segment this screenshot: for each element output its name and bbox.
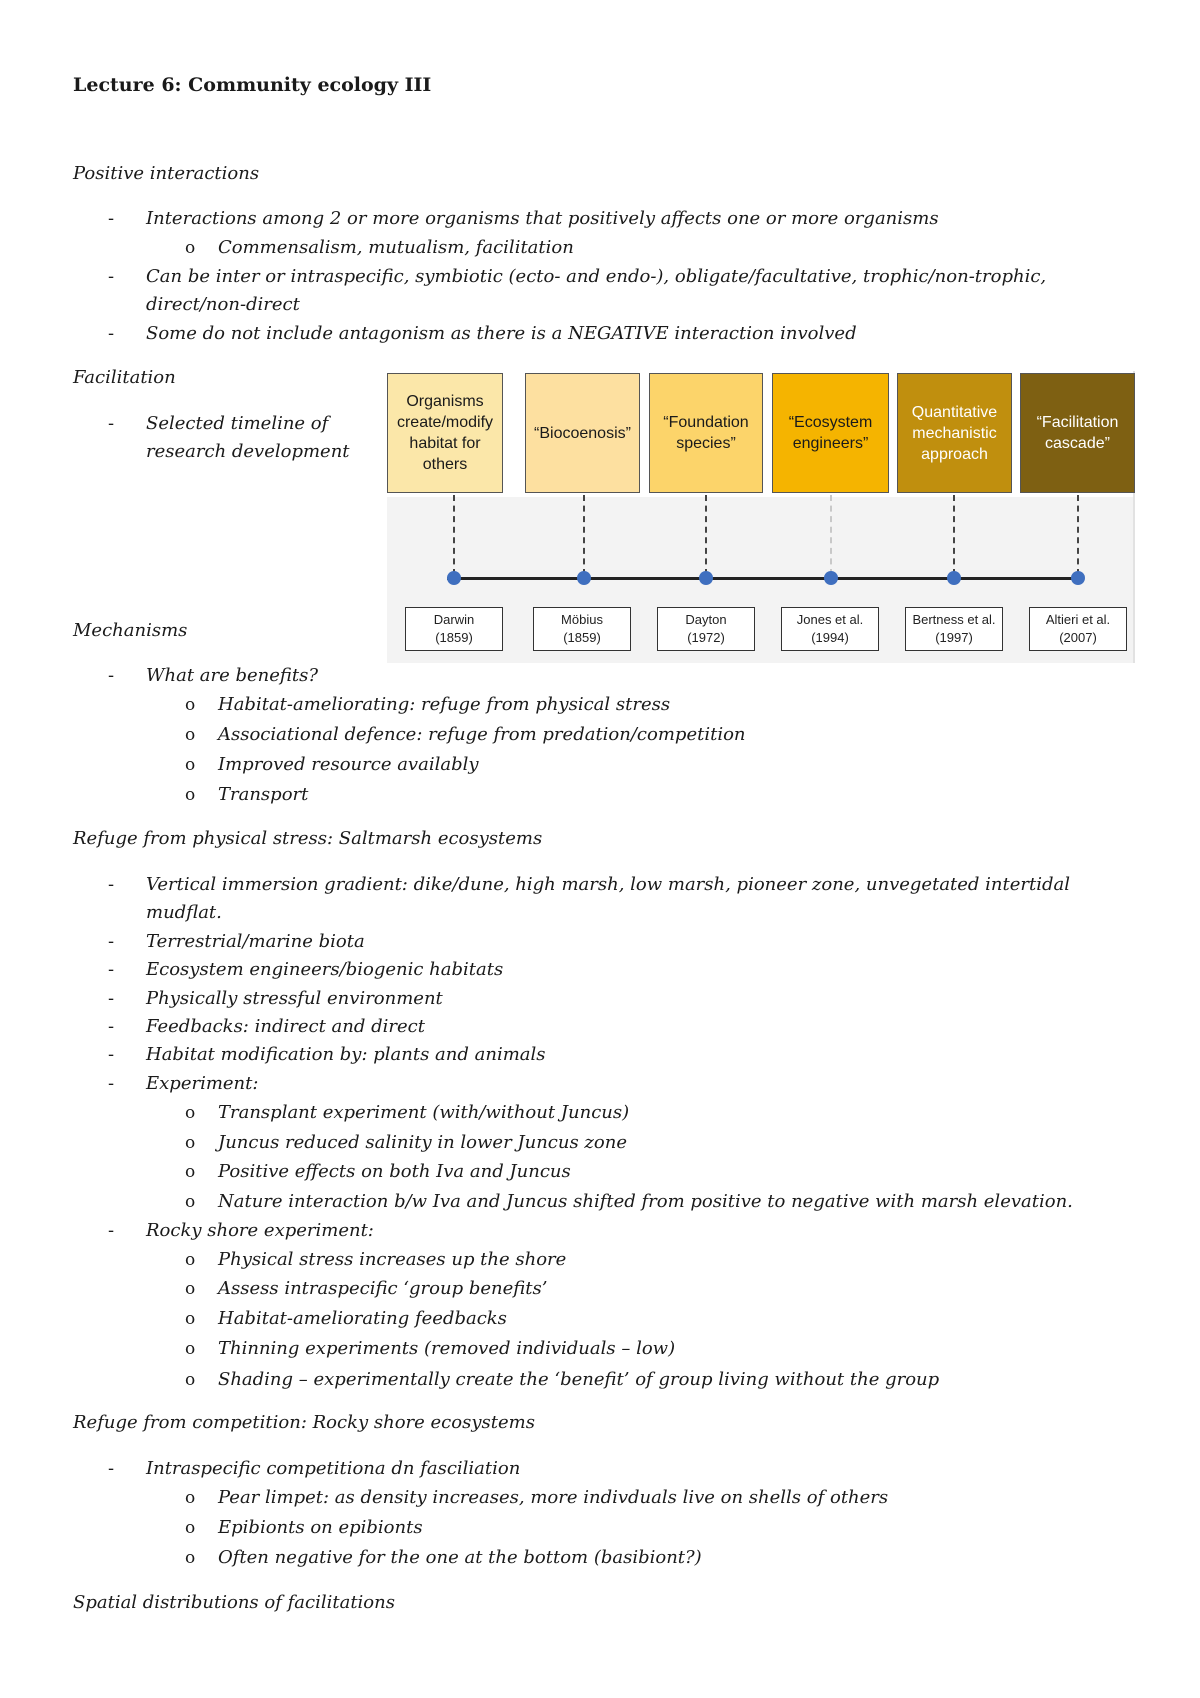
bullet-marker: - <box>108 874 115 895</box>
heading-positive-interactions: Positive interactions <box>73 163 260 184</box>
sub-bullet-marker: o <box>185 238 196 258</box>
sub-bullet-marker: o <box>185 1370 196 1390</box>
timeline-dot <box>577 571 591 585</box>
sub-bullet-marker: o <box>185 1162 196 1182</box>
timeline-connector <box>953 495 955 575</box>
sub-bullet-marker: o <box>185 785 196 805</box>
timeline-connector <box>705 495 707 575</box>
physical-bullet-6: Habitat modification by: plants and animals <box>146 1044 546 1065</box>
timeline-connector <box>830 495 832 575</box>
experiment-sub-2: Juncus reduced salinity in lower Juncus zone <box>218 1132 627 1153</box>
sub-bullet-marker: o <box>185 1488 196 1508</box>
physical-bullet-1-line2: mudflat. <box>146 902 222 923</box>
rocky-sub-4: Thinning experiments (removed individuals – low) <box>218 1338 676 1359</box>
timeline-box-2: “Biocoenosis” <box>525 373 640 493</box>
physical-bullet-1-line1: Vertical immersion gradient: dike/dune, high marsh, low marsh, pioneer zone, unvegetated intertidal <box>146 874 1071 895</box>
sub-bullet-marker: o <box>185 1192 196 1212</box>
research-timeline-figure <box>387 371 1135 663</box>
reference-year: (1972) <box>687 630 725 645</box>
competition-bullet-1: Intraspecific competitiona dn fasciliation <box>146 1458 521 1479</box>
sub-bullet-marker: o <box>185 1250 196 1270</box>
timeline-dot <box>699 571 713 585</box>
physical-bullet-3: Ecosystem engineers/biogenic habitats <box>146 959 504 980</box>
mechanisms-sub-1: Habitat-ameliorating: refuge from physical stress <box>218 694 671 715</box>
rocky-sub-3: Habitat-ameliorating feedbacks <box>218 1308 507 1329</box>
mechanisms-bullet-1: What are benefits? <box>146 665 319 686</box>
reference-author: Bertness et al. <box>912 612 996 627</box>
bullet-marker: - <box>108 1073 115 1094</box>
timeline-reference-3 <box>657 607 755 651</box>
timeline-connector <box>583 495 585 575</box>
sub-bullet-marker: o <box>185 1133 196 1153</box>
mechanisms-sub-3: Improved resource availably <box>218 754 479 775</box>
bullet-marker: - <box>108 959 115 980</box>
timeline-reference-4 <box>781 607 879 651</box>
bullet-marker: - <box>108 266 115 287</box>
bullet-marker: - <box>108 931 115 952</box>
timeline-box-4: “Ecosystem engineers” <box>772 373 889 493</box>
mechanisms-sub-2: Associational defence: refuge from predation/competition <box>218 724 746 745</box>
sub-bullet-marker: o <box>185 1518 196 1538</box>
bullet-marker: - <box>108 1220 115 1241</box>
facilitation-bullet-line2: research development <box>146 441 350 462</box>
bullet-marker: - <box>108 1016 115 1037</box>
sub-bullet-marker: o <box>185 1309 196 1329</box>
physical-bullet-7: Experiment: <box>146 1073 259 1094</box>
bullet-marker: - <box>108 988 115 1009</box>
rocky-sub-2: Assess intraspecific ‘group benefits’ <box>218 1278 548 1299</box>
rocky-sub-5: Shading – experimentally create the ‘benefit’ of group living without the group <box>218 1369 940 1390</box>
competition-sub-2: Epibionts on epibionts <box>218 1517 423 1538</box>
bullet-marker: - <box>108 208 115 229</box>
timeline-connector <box>453 495 455 575</box>
timeline-reference-6 <box>1029 607 1127 651</box>
reference-author: Dayton <box>685 612 727 627</box>
reference-year: (1997) <box>935 630 973 645</box>
physical-bullet-2: Terrestrial/marine biota <box>146 931 365 952</box>
timeline-reference-1 <box>405 607 503 651</box>
reference-year: (2007) <box>1059 630 1097 645</box>
heading-refuge-physical-stress: Refuge from physical stress: Saltmarsh ecosystems <box>73 828 543 849</box>
rocky-sub-1: Physical stress increases up the shore <box>218 1249 567 1270</box>
timeline-box-3: “Foundation species” <box>649 373 763 493</box>
bullet-marker: - <box>108 413 115 434</box>
timeline-box-1: Organisms create/modify habitat for others <box>387 373 503 493</box>
positive-bullet-1: Interactions among 2 or more organisms that positively affects one or more organisms <box>146 208 939 229</box>
facilitation-bullet-line1: Selected timeline of <box>146 413 329 434</box>
timeline-axis <box>447 577 1073 580</box>
sub-bullet-marker: o <box>185 755 196 775</box>
bullet-marker: - <box>108 1458 115 1479</box>
reference-author: Möbius <box>561 612 603 627</box>
competition-sub-1: Pear limpet: as density increases, more indivduals live on shells of others <box>218 1487 889 1508</box>
lecture-title: Lecture 6: Community ecology III <box>73 74 432 96</box>
mechanisms-sub-4: Transport <box>218 784 309 805</box>
sub-bullet-marker: o <box>185 1548 196 1568</box>
positive-bullet-3: Some do not include antagonism as there is a NEGATIVE interaction involved <box>146 323 857 344</box>
sub-bullet-marker: o <box>185 725 196 745</box>
timeline-connector <box>1077 495 1079 575</box>
competition-sub-3: Often negative for the one at the bottom (basibiont?) <box>218 1547 702 1568</box>
timeline-box-6: “Facilitation cascade” <box>1020 373 1135 493</box>
physical-bullet-5: Feedbacks: indirect and direct <box>146 1016 425 1037</box>
sub-bullet-marker: o <box>185 695 196 715</box>
reference-year: (1859) <box>435 630 473 645</box>
heading-facilitation: Facilitation <box>73 367 176 388</box>
sub-bullet-marker: o <box>185 1103 196 1123</box>
experiment-sub-1: Transplant experiment (with/without Juncus) <box>218 1102 630 1123</box>
heading-spatial-distributions: Spatial distributions of facilitations <box>73 1592 395 1613</box>
physical-bullet-8: Rocky shore experiment: <box>146 1220 374 1241</box>
bullet-marker: - <box>108 1044 115 1065</box>
reference-author: Jones et al. <box>796 612 864 627</box>
timeline-dot <box>1071 571 1085 585</box>
bullet-marker: - <box>108 665 115 686</box>
reference-author: Darwin <box>433 612 475 627</box>
timeline-reference-2 <box>533 607 631 651</box>
timeline-dot <box>947 571 961 585</box>
heading-refuge-competition: Refuge from competition: Rocky shore ecosystems <box>73 1412 535 1433</box>
bullet-marker: - <box>108 323 115 344</box>
experiment-sub-4: Nature interaction b/w Iva and Juncus shifted from positive to negative with marsh elevation. <box>218 1191 1073 1212</box>
reference-year: (1859) <box>563 630 601 645</box>
positive-bullet-2-line2: direct/non-direct <box>146 294 300 315</box>
physical-bullet-4: Physically stressful environment <box>146 988 443 1009</box>
positive-bullet-2-line1: Can be inter or intraspecific, symbiotic (ecto- and endo-), obligate/facultative, trophic/non-trophic, <box>146 266 1047 287</box>
positive-sub-bullet-1: Commensalism, mutualism, facilitation <box>218 237 574 258</box>
timeline-dot <box>824 571 838 585</box>
reference-author: Altieri et al. <box>1045 612 1111 627</box>
reference-year: (1994) <box>811 630 849 645</box>
sub-bullet-marker: o <box>185 1279 196 1299</box>
experiment-sub-3: Positive effects on both Iva and Juncus <box>218 1161 571 1182</box>
timeline-box-5: Quantitative mechanistic approach <box>897 373 1012 493</box>
timeline-dot <box>447 571 461 585</box>
timeline-reference-5 <box>905 607 1003 651</box>
sub-bullet-marker: o <box>185 1339 196 1359</box>
heading-mechanisms: Mechanisms <box>73 620 188 641</box>
